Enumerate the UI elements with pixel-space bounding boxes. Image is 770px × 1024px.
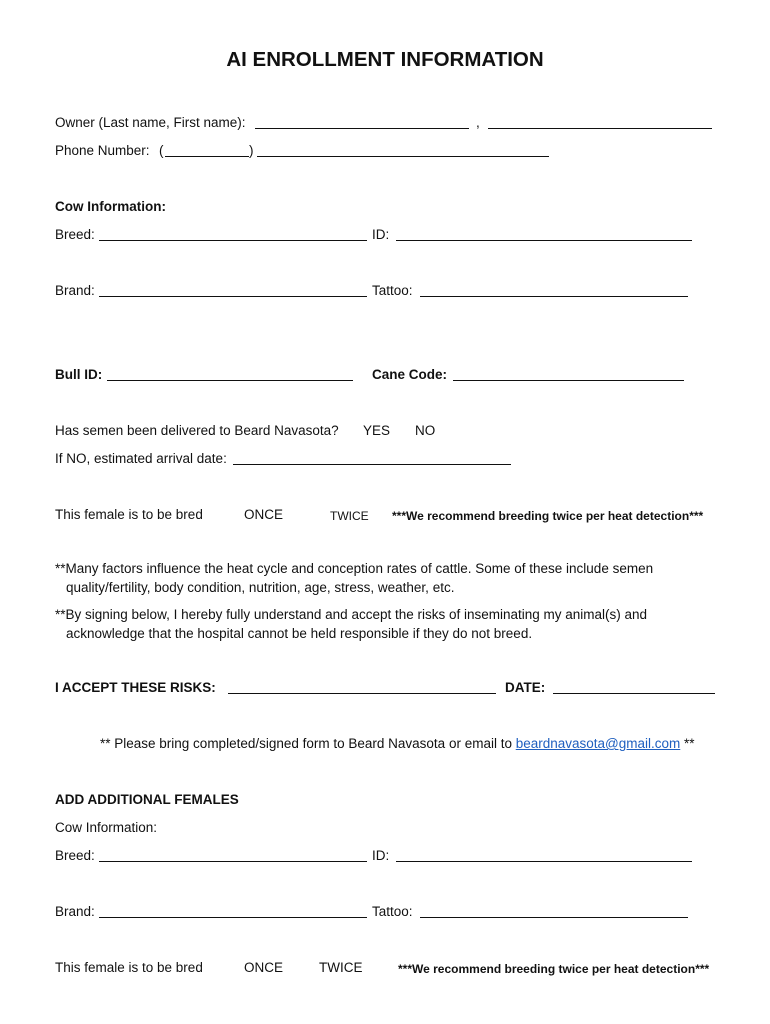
- email-link[interactable]: beardnavasota@gmail.com: [515, 736, 681, 751]
- additional-id-field[interactable]: [396, 861, 692, 862]
- id-label: ID:: [372, 227, 390, 242]
- additional-tattoo-label: Tattoo:: [372, 904, 413, 919]
- phone-area-code-field[interactable]: [165, 156, 249, 157]
- signature-field[interactable]: [228, 693, 496, 694]
- additional-brand-label: Brand:: [55, 904, 95, 919]
- bull-id-field[interactable]: [107, 380, 353, 381]
- phone-close-paren: ): [249, 143, 254, 158]
- additional-females-heading: ADD ADDITIONAL FEMALES: [55, 792, 239, 807]
- note-factors-line2: quality/fertility, body condition, nutrition, age, stress, weather, etc.: [66, 580, 455, 595]
- cane-code-field[interactable]: [453, 380, 684, 381]
- date-field[interactable]: [553, 693, 715, 694]
- additional-bred-once-option[interactable]: ONCE: [244, 960, 284, 975]
- additional-id-label: ID:: [372, 848, 390, 863]
- bull-id-label: Bull ID:: [55, 367, 103, 382]
- additional-breeding-recommendation: ***We recommend breeding twice per heat detection***: [398, 962, 710, 976]
- id-field[interactable]: [396, 240, 692, 241]
- note-risks-line1: **By signing below, I hereby fully understand and accept the risks of inseminating my animal(s) and: [55, 607, 648, 622]
- owner-first-name-field[interactable]: [488, 128, 712, 129]
- additional-breed-field[interactable]: [99, 861, 367, 862]
- accept-risks-label: I ACCEPT THESE RISKS:: [55, 680, 216, 695]
- tattoo-field[interactable]: [420, 296, 688, 297]
- additional-breed-label: Breed:: [55, 848, 95, 863]
- page-title: AI ENROLLMENT INFORMATION: [226, 48, 544, 71]
- cow-info-heading: Cow Information:: [55, 199, 166, 214]
- owner-label: Owner (Last name, First name):: [55, 115, 246, 130]
- tattoo-label: Tattoo:: [372, 283, 413, 298]
- breeding-recommendation: ***We recommend breeding twice per heat detection***: [392, 509, 704, 523]
- arrival-date-label: If NO, estimated arrival date:: [55, 451, 227, 466]
- instructions-text: ** Please bring completed/signed form to Beard Navasota or email to beardnavasota@gmail.com **: [100, 736, 695, 751]
- additional-brand-field[interactable]: [99, 917, 367, 918]
- phone-label: Phone Number:: [55, 143, 150, 158]
- semen-question: Has semen been delivered to Beard Navasota?: [55, 423, 339, 438]
- owner-comma: ,: [476, 115, 480, 130]
- note-factors-line1: **Many factors influence the heat cycle and conception rates of cattle. Some of these include semen: [55, 561, 654, 576]
- semen-yes-option[interactable]: YES: [363, 423, 391, 438]
- bred-twice-option[interactable]: TWICE: [330, 509, 369, 523]
- phone-number-field[interactable]: [257, 156, 549, 157]
- brand-field[interactable]: [99, 296, 367, 297]
- breed-field[interactable]: [99, 240, 367, 241]
- arrival-date-field[interactable]: [233, 464, 511, 465]
- phone-open-paren: (: [159, 143, 164, 158]
- breed-label: Breed:: [55, 227, 95, 242]
- semen-no-option[interactable]: NO: [415, 423, 436, 438]
- additional-bred-twice-option[interactable]: TWICE: [319, 960, 363, 975]
- brand-label: Brand:: [55, 283, 95, 298]
- bred-once-option[interactable]: ONCE: [244, 507, 284, 522]
- date-label: DATE:: [505, 680, 546, 695]
- bred-label: This female is to be bred: [55, 507, 203, 522]
- additional-bred-label: This female is to be bred: [55, 960, 203, 975]
- additional-tattoo-field[interactable]: [420, 917, 688, 918]
- owner-last-name-field[interactable]: [255, 128, 469, 129]
- cane-code-label: Cane Code:: [372, 367, 448, 382]
- additional-cow-info-label: Cow Information:: [55, 820, 158, 835]
- note-risks-line2: acknowledge that the hospital cannot be held responsible if they do not breed.: [66, 626, 533, 641]
